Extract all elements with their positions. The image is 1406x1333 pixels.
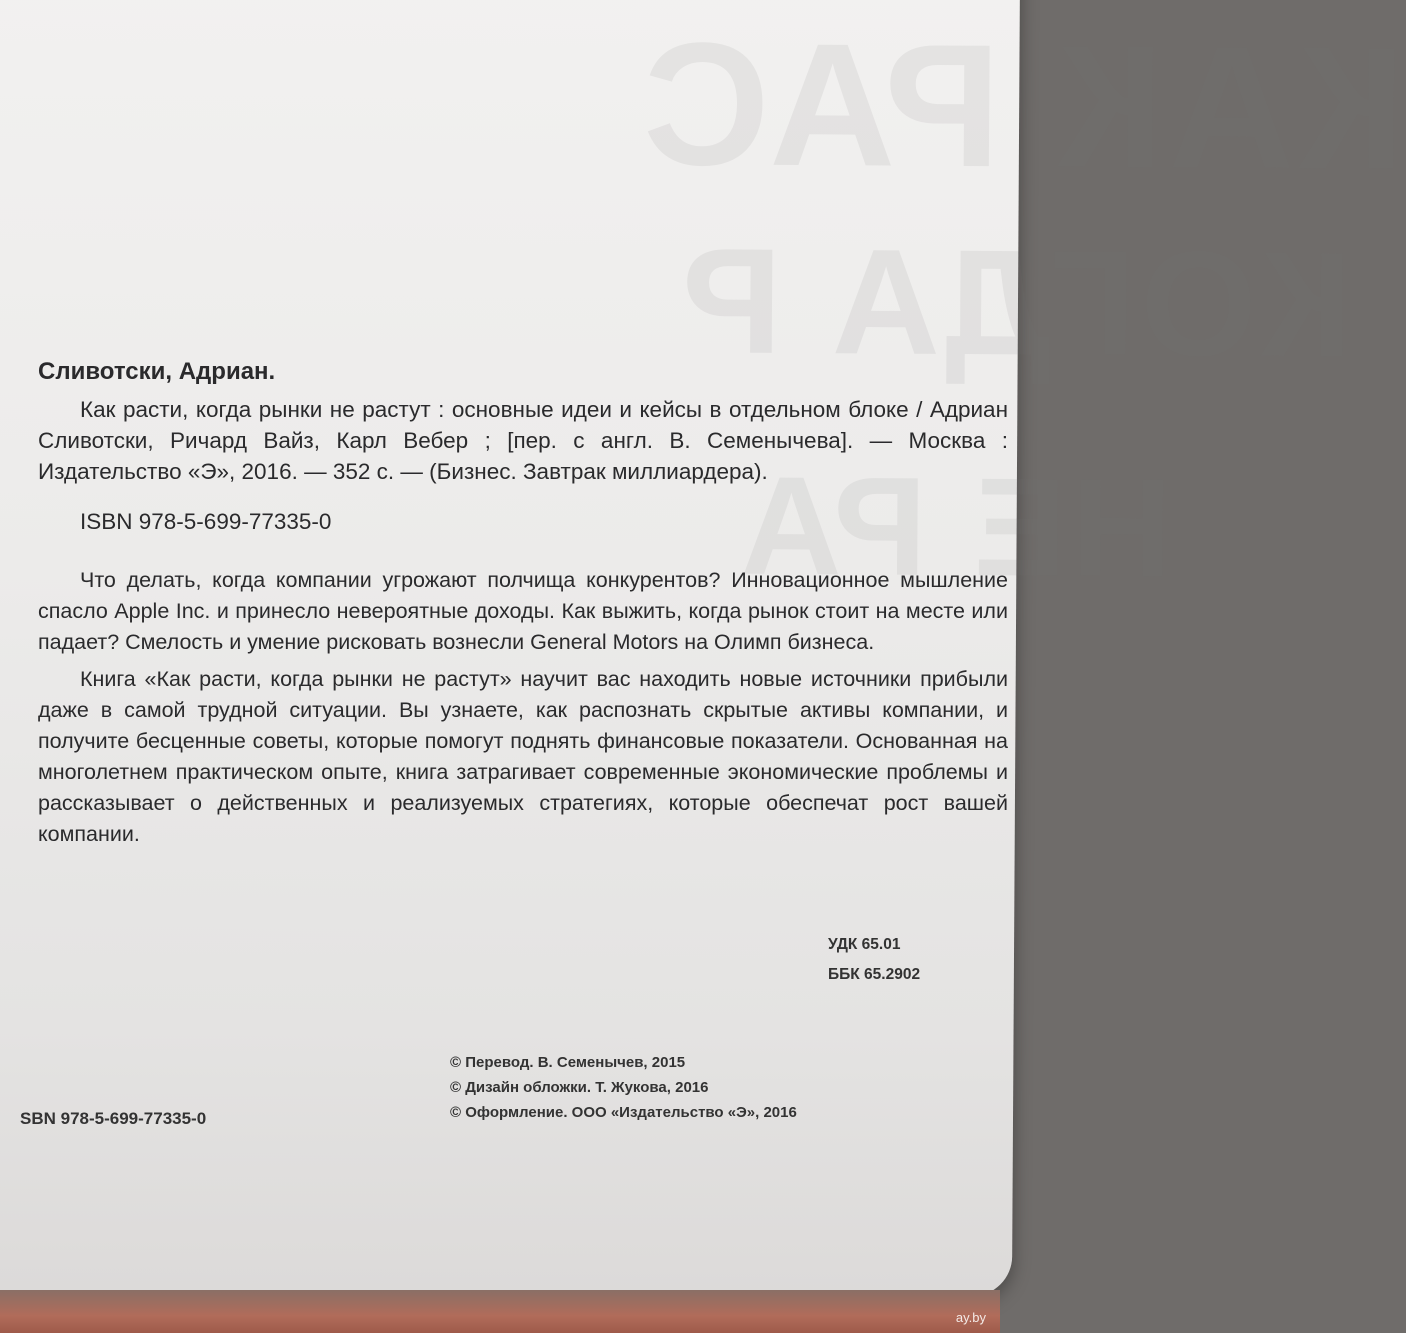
bleed-through-text: КОГДА Р bbox=[677, 216, 1353, 389]
bbk-code: ББК 65.2902 bbox=[828, 966, 921, 983]
bleed-through-text: КАК РАС bbox=[638, 7, 1406, 207]
classification-codes bbox=[828, 930, 920, 990]
copyright-line: © Оформление. ООО «Издательство «Э», 2016 bbox=[450, 1104, 797, 1121]
bibliographic-description: Как расти, когда рынки не растут : основные идеи и кейсы в отдельном блоке / Адриан Сливотски, Ричард Вайз, Карл Вебер ; [пер. с англ. В. Семенычева]. — Москва : Издательство «Э», 2016. — 352 с. — (Бизнес. Завтрак миллиардера). bbox=[38, 397, 1008, 484]
annotation bbox=[38, 565, 1008, 850]
udk-code: УДК 65.01 bbox=[828, 936, 901, 953]
copyright-notices bbox=[450, 1050, 797, 1125]
watermark: ay.by bbox=[955, 1310, 986, 1325]
author-heading: Сливотски, Адриан. bbox=[38, 358, 276, 385]
imprint-block bbox=[38, 358, 1008, 850]
bleed-through-text: НЕ РА bbox=[736, 446, 1173, 607]
isbn: ISBN 978-5-699-77335-0 bbox=[80, 509, 332, 534]
copyright-line: © Перевод. В. Семенычев, 2015 bbox=[450, 1054, 686, 1071]
annotation-paragraph: Книга «Как расти, когда рынки не растут» научит вас находить новые источники прибыли даже в самой трудной ситуации. Вы узнаете, как распознать скрытые активы компании, и получите бесценные советы, которые помогут поднять финансовые показатели. Основанная на многолетнем практическом опыте, книга затрагивает современные экономические проблемы и рассказывает о действенных и реализуемых стратегиях, которые обеспечат рост вашей компании. bbox=[38, 667, 1008, 846]
isbn-side: SBN 978-5-699-77335-0 bbox=[20, 1109, 207, 1128]
book-cover-edge bbox=[0, 1290, 1000, 1333]
annotation-paragraph: Что делать, когда компании угрожают полчища конкурентов? Инновационное мышление спасло Apple Inc. и принесло невероятные доходы. Как выжить, когда рынок стоит на месте или падает? Смелость и умение рисковать вознесли General Motors на Олимп бизнеса. bbox=[38, 568, 1008, 654]
copyright-line: © Дизайн обложки. Т. Жукова, 2016 bbox=[450, 1079, 709, 1096]
